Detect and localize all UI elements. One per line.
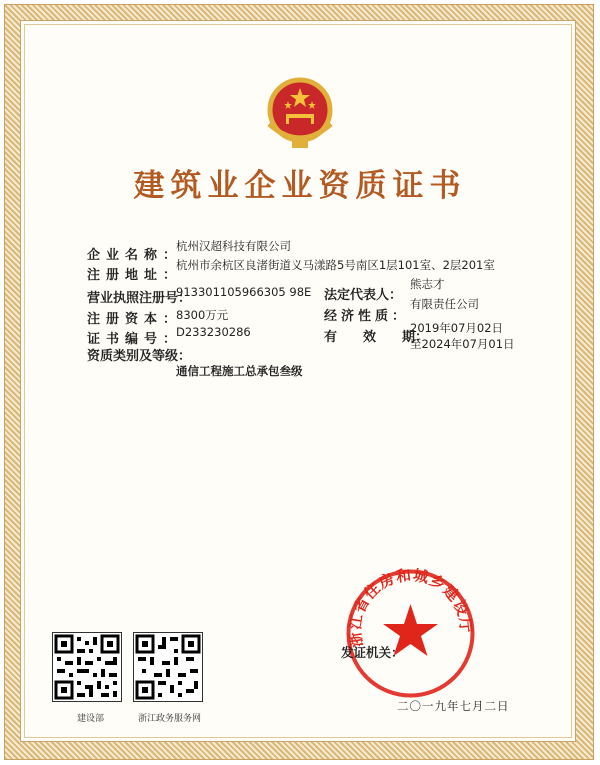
qr-code-zhejiang[interactable] [133, 632, 203, 702]
economic-nature: 有限责任公司 [410, 297, 479, 311]
address: 杭州市余杭区良渚街道义马漾路5号南区1层101室、2层201室 [176, 258, 495, 272]
qualification-value: 通信工程施工总承包叁级 [176, 364, 303, 378]
qr-code-icon [53, 633, 121, 701]
legal-rep: 熊志才 [410, 277, 445, 291]
capital: 8300万元 [176, 308, 229, 322]
valid-to: 至2024年07月01日 [410, 337, 515, 351]
company-name-label: 企业名称： [87, 248, 183, 263]
issuer-label: 发证机关： [341, 645, 404, 660]
issue-date: 二〇一九年七月二日 [397, 699, 510, 713]
cert-no: D233230286 [176, 325, 251, 339]
capital-label: 注册资本： [87, 312, 183, 327]
legal-rep-label: 法定代表人： [324, 288, 403, 303]
qualification-label: 资质类别及等级： [87, 349, 192, 364]
qr-code-ministry[interactable] [52, 632, 122, 702]
license-no-label: 营业执照注册号： [87, 291, 192, 306]
qr-label-ministry: 建设部 [77, 714, 105, 724]
license-no: 913301105966305 98E [176, 285, 312, 299]
cert-no-label: 证书编号： [87, 332, 183, 347]
certificate-title: 建筑业企业资质证书 [133, 168, 467, 204]
valid-from: 2019年07月02日 [410, 321, 504, 335]
company-name: 杭州汉超科技有限公司 [176, 239, 291, 253]
economic-nature-label: 经济性质： [324, 309, 410, 324]
national-emblem-icon [259, 74, 341, 156]
address-label: 注册地址： [87, 268, 183, 283]
qr-code-icon [134, 633, 202, 701]
qr-label-zhejiang: 浙江政务服务网 [138, 714, 202, 724]
seal-text: 浙江省住房和城乡建设厅 [346, 566, 475, 649]
official-seal [343, 566, 478, 701]
validity-label: 有 效 期： [324, 330, 429, 345]
